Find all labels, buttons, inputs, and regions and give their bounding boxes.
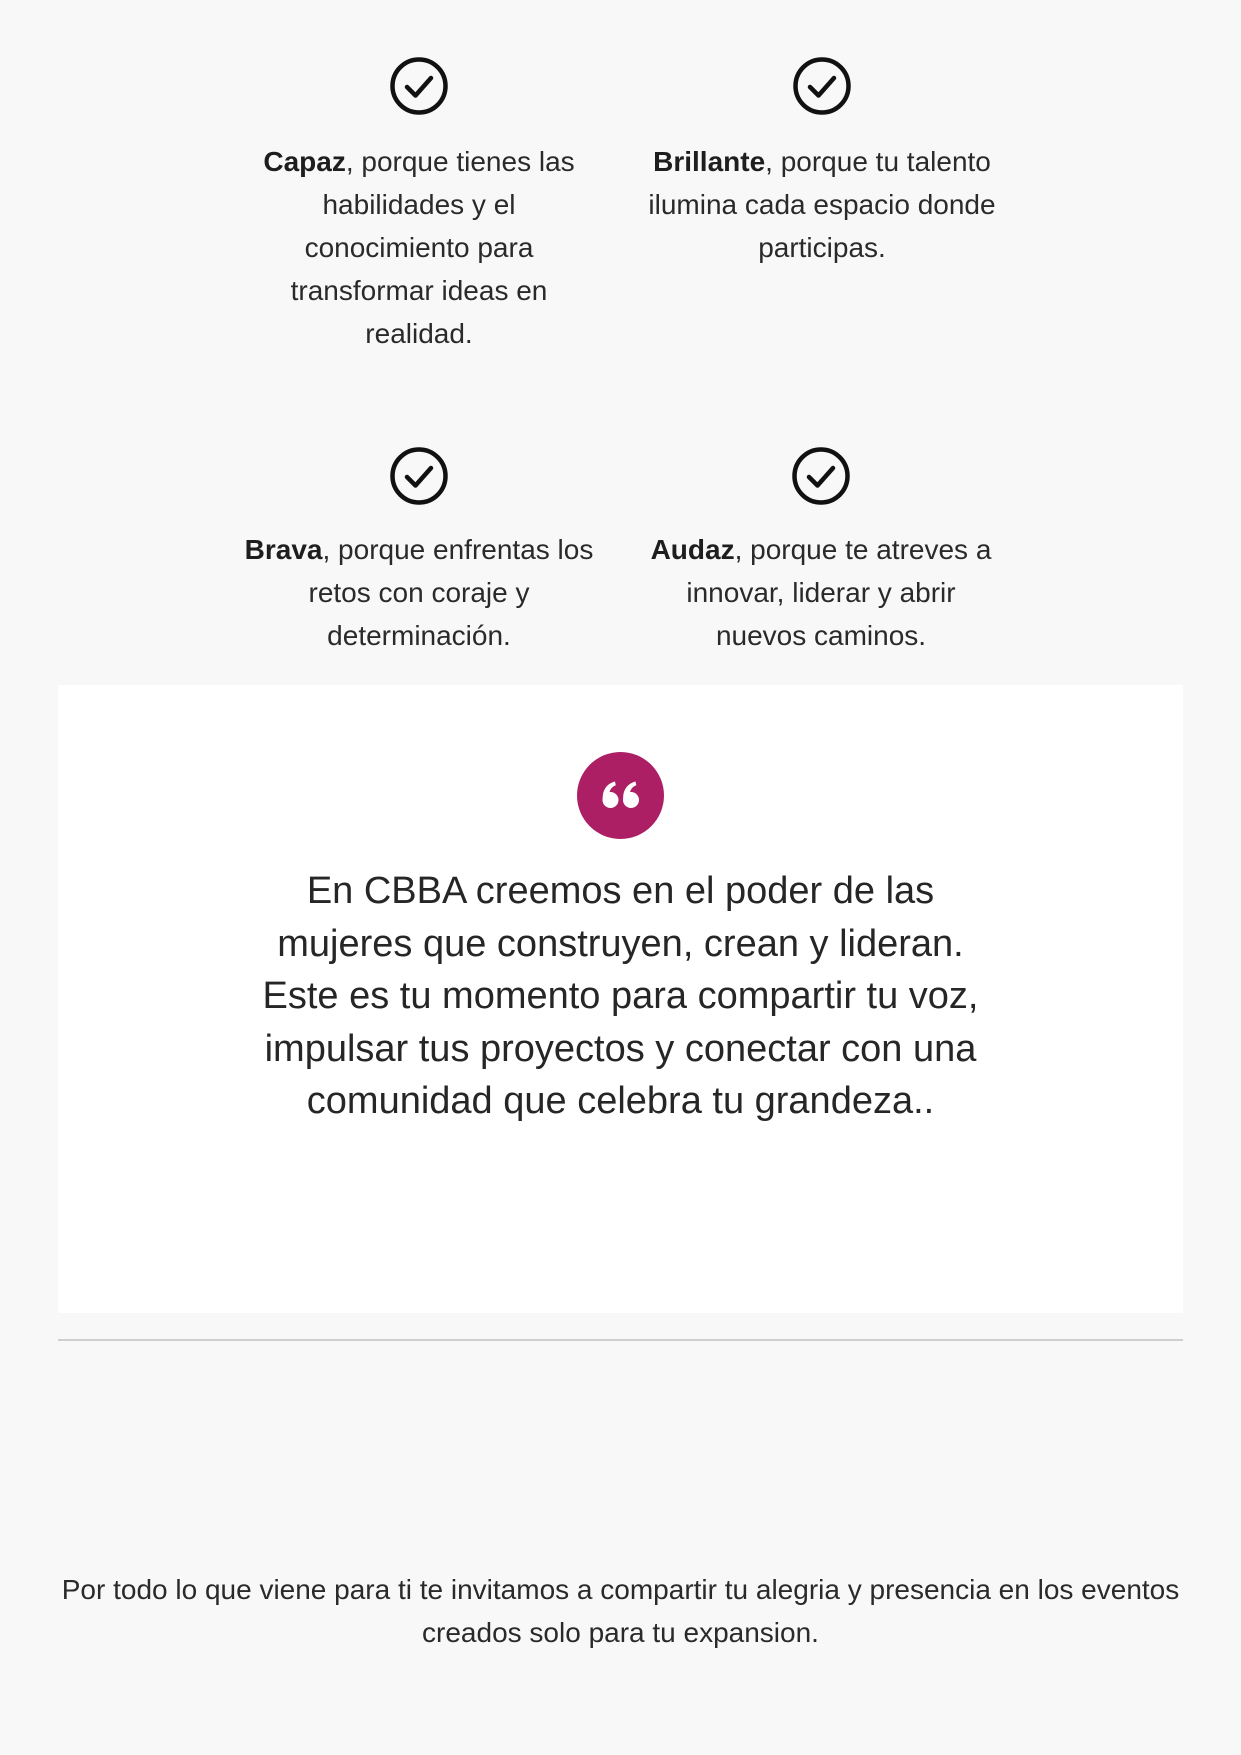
check-circle-icon (389, 446, 449, 506)
feature-brillante (642, 56, 1002, 269)
feature-title: Audaz (650, 534, 735, 565)
check-circle-icon (389, 56, 449, 116)
feature-capaz (239, 56, 599, 355)
quote-text: En CBBA creemos en el poder de las mujeres que construyen, crean y lideran. Este es tu momento para compartir tu voz, impulsar tus proyectos y conectar con una comunidad que celebra tu grandeza.. (262, 870, 979, 1122)
feature-title: Brava (244, 534, 323, 565)
feature-text (239, 140, 599, 355)
feature-text (642, 140, 1002, 269)
features-grid (0, 0, 1241, 680)
feature-description: , porque tienes las habilidades y el conocimiento para transformar ideas en realidad. (290, 146, 575, 349)
feature-audaz (641, 446, 1001, 657)
feature-text (239, 528, 599, 657)
feature-title: Brillante (653, 146, 766, 177)
feature-description: , porque enfrentas los retos con coraje y determinación. (308, 534, 594, 651)
feature-brava (239, 446, 599, 657)
feature-description: , porque tu talento ilumina cada espacio donde participas. (648, 146, 996, 263)
quote-icon (577, 752, 664, 839)
feature-description: , porque te atreves a innovar, liderar y abrir nuevos caminos. (686, 534, 992, 651)
check-circle-icon (791, 446, 851, 506)
quote-card (58, 685, 1183, 1313)
check-circle-icon (792, 56, 852, 116)
feature-title: Capaz (263, 146, 346, 177)
footer-text: Por todo lo que viene para ti te invitamos a compartir tu alegria y presencia en los eventos creados solo para tu expansion. (61, 1574, 1180, 1648)
divider (58, 1339, 1183, 1341)
feature-text (641, 528, 1001, 657)
quote-glyph (577, 752, 664, 839)
